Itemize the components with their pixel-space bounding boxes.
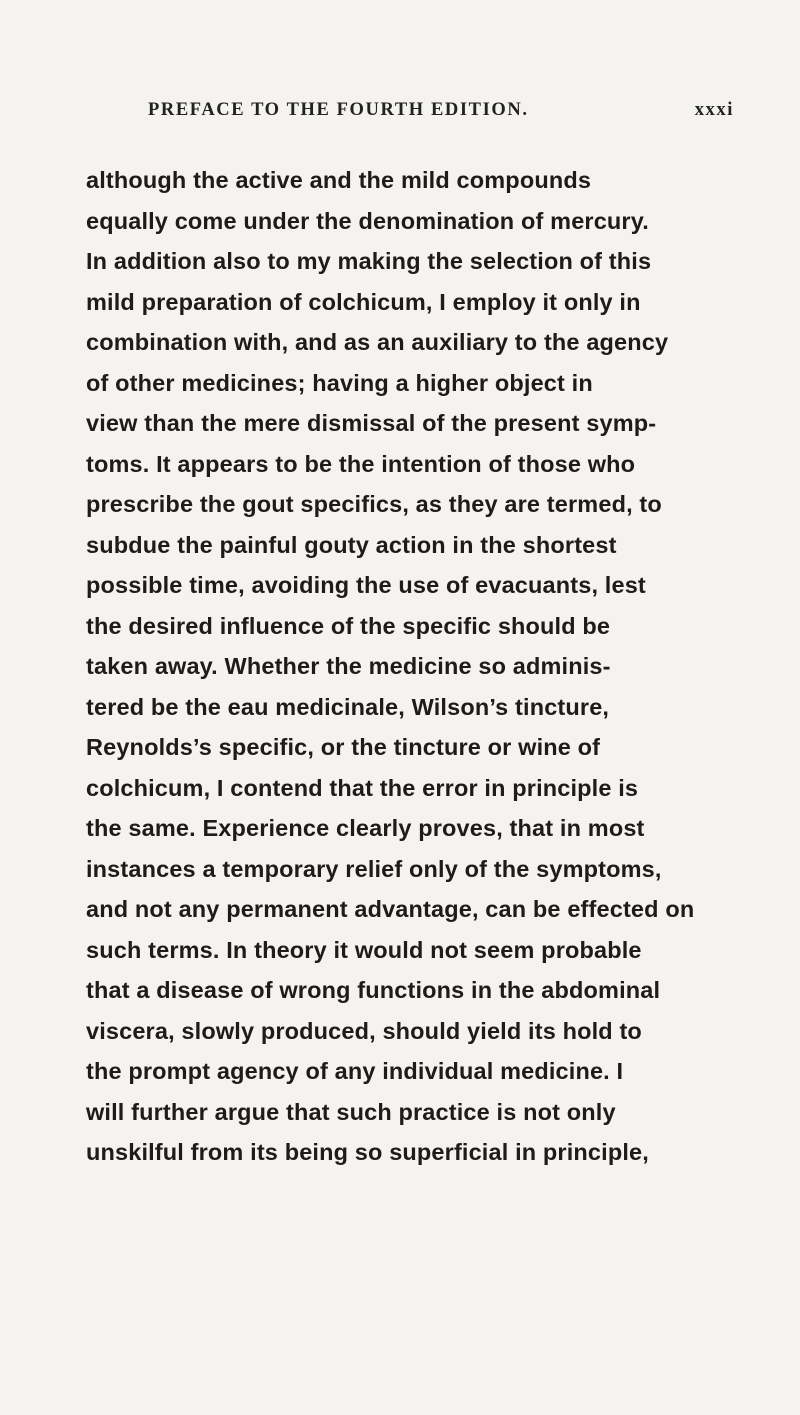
text-line: that a disease of wrong functions in the abdominal bbox=[86, 977, 661, 1003]
header-title: PREFACE TO THE FOURTH EDITION. bbox=[148, 100, 529, 120]
text-line: instances a temporary relief only of the symptoms, bbox=[86, 855, 662, 882]
text-line: In addition also to my making the selection of this bbox=[86, 248, 652, 274]
text-line: the prompt agency of any individual medicine. I bbox=[86, 1058, 624, 1084]
text-line: mild preparation of colchicum, I employ it only in bbox=[86, 288, 641, 315]
text-line: possible time, avoiding the use of evacuants, lest bbox=[86, 572, 646, 598]
text-line: equally come under the denomination of mercury. bbox=[86, 207, 649, 234]
text-line: such terms. In theory it would not seem probable bbox=[86, 936, 642, 963]
running-header bbox=[148, 100, 748, 130]
text-line: combination with, and as an auxiliary to the agency bbox=[86, 329, 669, 355]
text-line: toms. It appears to be the intention of those who bbox=[86, 450, 636, 477]
body-paragraph bbox=[86, 160, 786, 1173]
text-line: the same. Experience clearly proves, that in most bbox=[86, 815, 645, 841]
text-line: of other medicines; having a higher object in bbox=[86, 369, 593, 396]
text-line: tered be the eau medicinale, Wilson’s tincture, bbox=[86, 693, 610, 720]
text-line: unskilful from its being so superficial in principle, bbox=[86, 1139, 649, 1165]
text-line: the desired influence of the specific should be bbox=[86, 612, 611, 639]
text-line: colchicum, I contend that the error in principle is bbox=[86, 774, 639, 801]
text-line: prescribe the gout specifics, as they are termed, to bbox=[86, 491, 662, 517]
text-line: viscera, slowly produced, should yield its hold to bbox=[86, 1017, 642, 1044]
text-line: Reynolds’s specific, or the tincture or wine of bbox=[86, 734, 601, 760]
text-line: taken away. Whether the medicine so adminis- bbox=[86, 653, 611, 679]
page-number: xxxi bbox=[694, 100, 734, 120]
text-line: subdue the painful gouty action in the shortest bbox=[86, 531, 617, 558]
text-line: and not any permanent advantage, can be effected on bbox=[86, 896, 695, 922]
text-line: although the active and the mild compounds bbox=[86, 167, 592, 193]
text-line: view than the mere dismissal of the present symp- bbox=[86, 410, 657, 436]
text-line: will further argue that such practice is not only bbox=[86, 1098, 616, 1125]
